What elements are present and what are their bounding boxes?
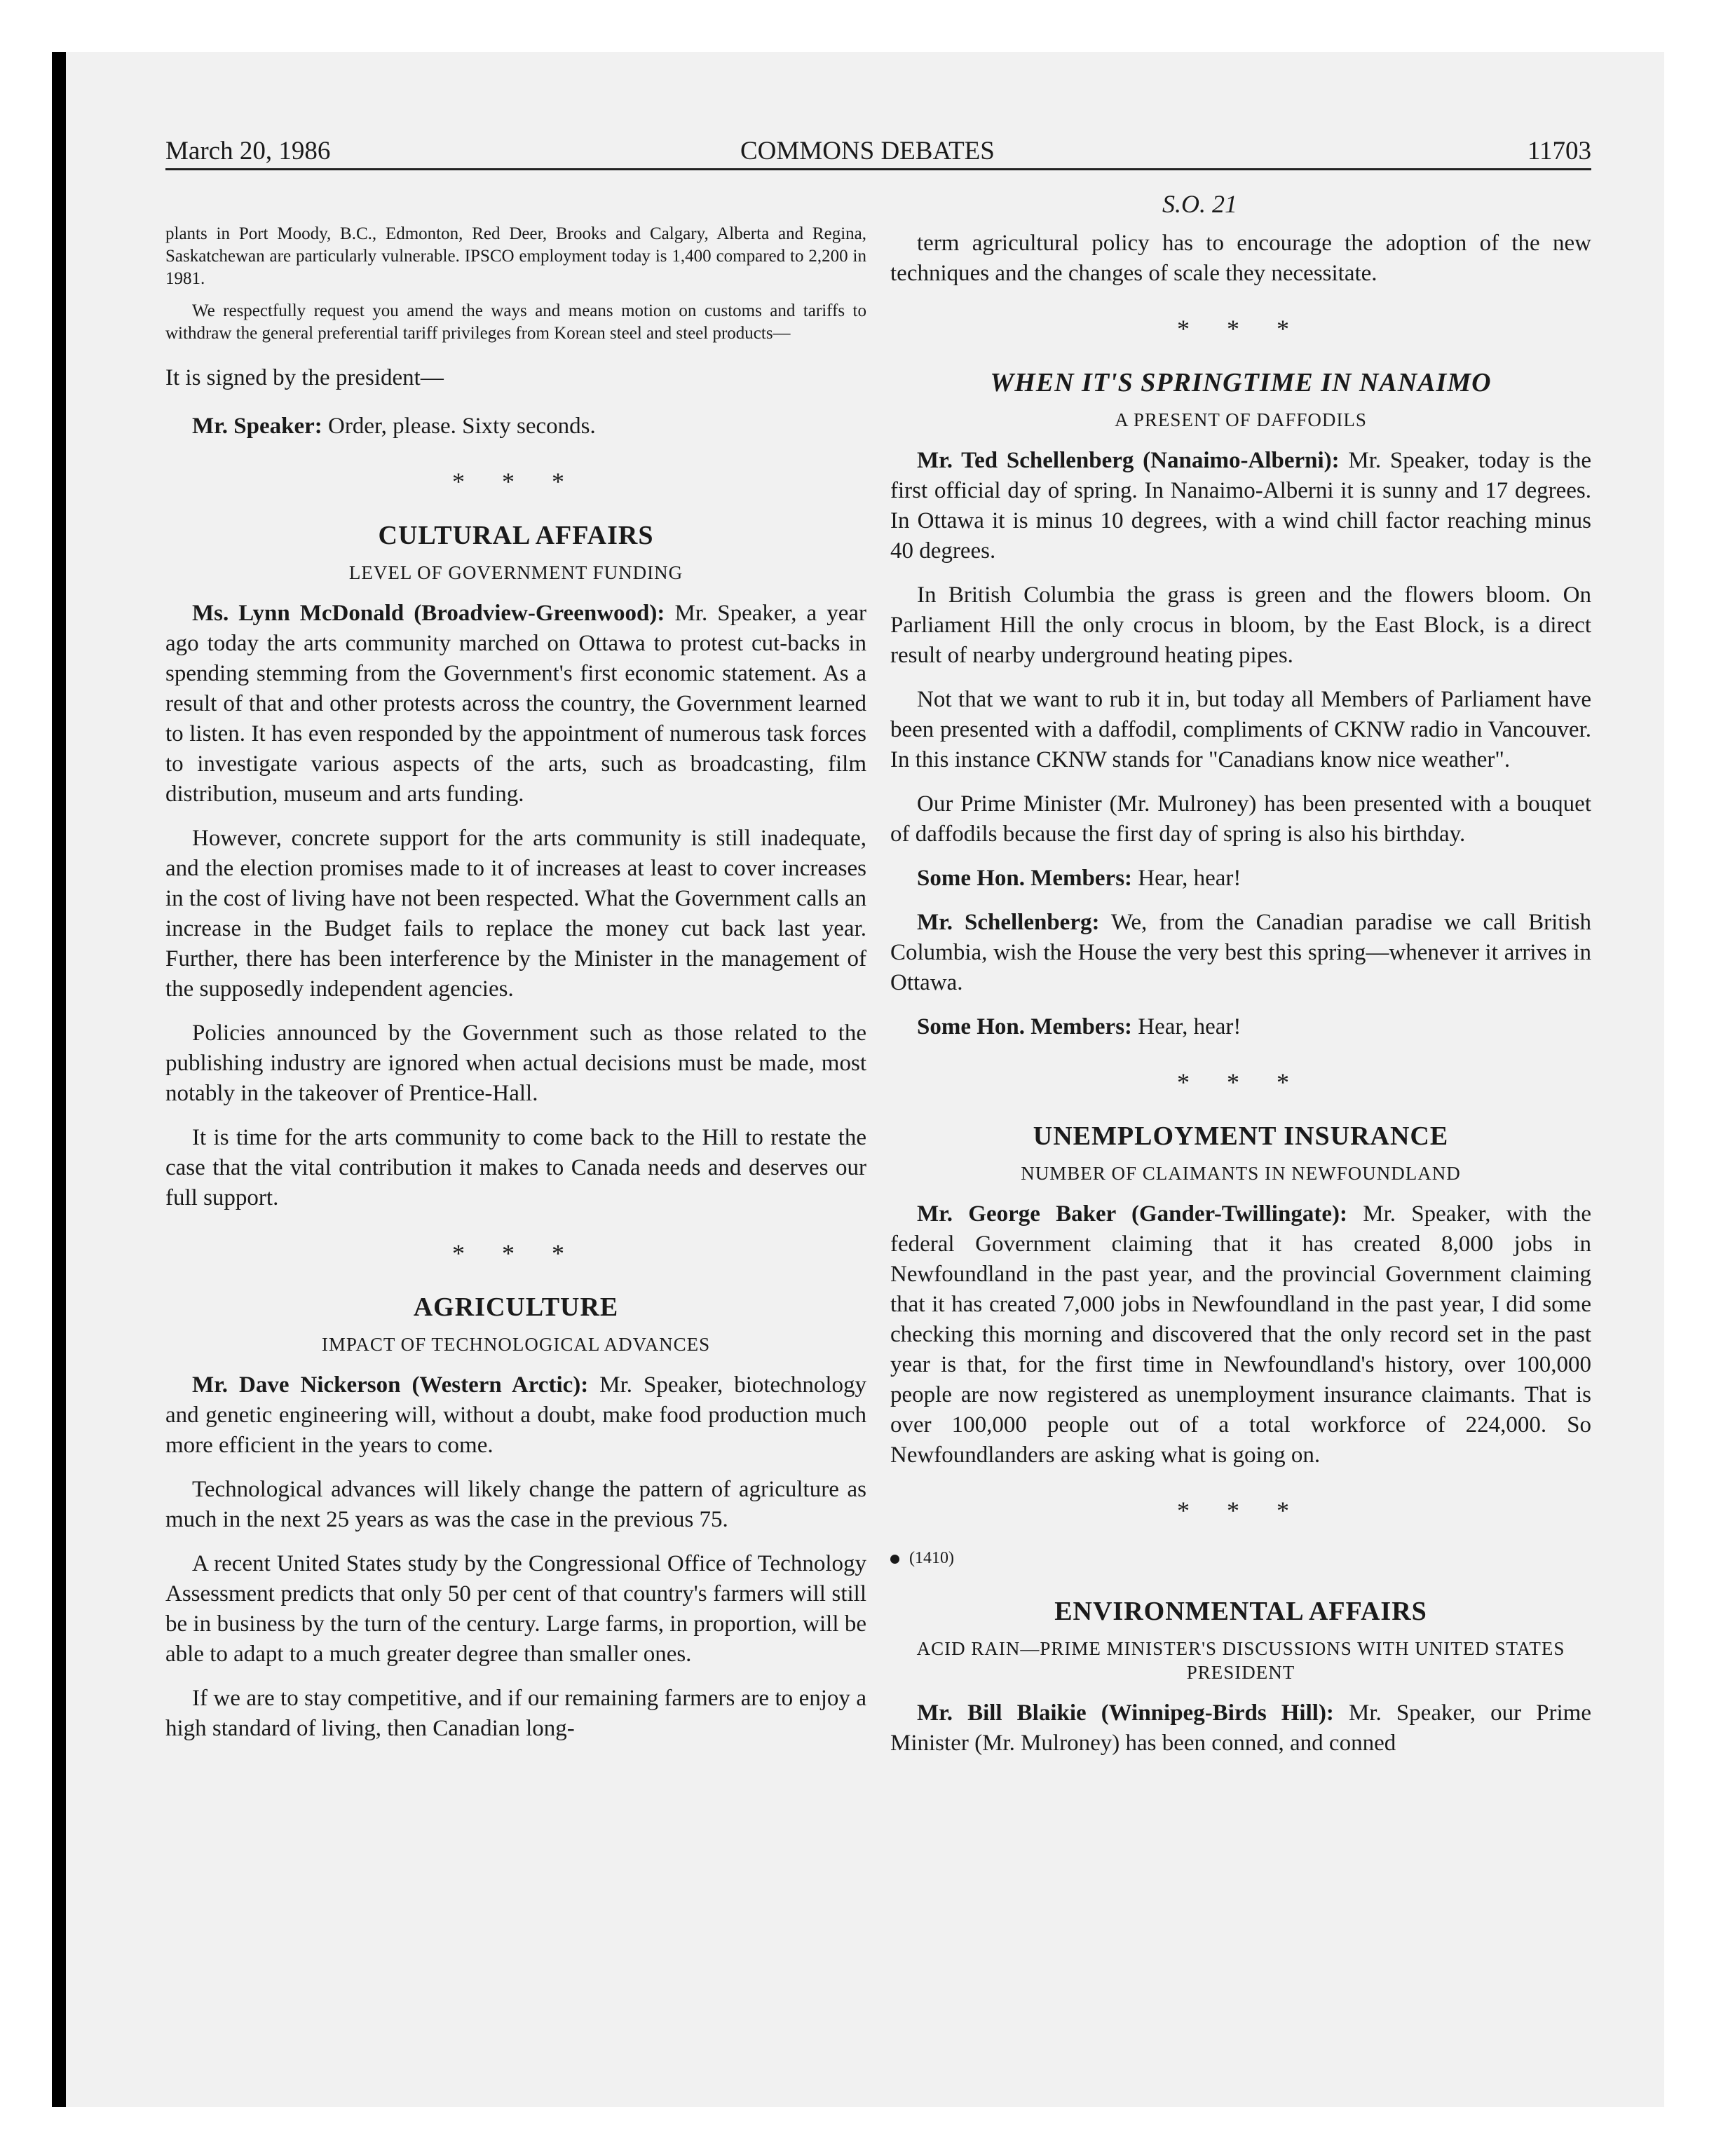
section-heading: UNEMPLOYMENT INSURANCE [1033, 1121, 1449, 1151]
speaker-name: Mr. Dave Nickerson (Western Arctic): [192, 1372, 589, 1398]
speaker-paragraph [890, 908, 1591, 998]
petition-paragraph: plants in Port Moody, B.C., Edmonton, Red Deer, Brooks and Calgary, Alberta and Regina, Saskatchewan are particularly vulnerable. IPSCO employment today is 1,400 compared to 2,200 in 1981. [165, 224, 866, 288]
section-heading: AGRICULTURE [413, 1292, 619, 1322]
section-subheading: ACID RAIN—PRIME MINISTER'S DISCUSSIONS WITH UNITED STATES PRESIDENT [916, 1638, 1565, 1683]
section-subheading: A PRESENT OF DAFFODILS [1115, 409, 1367, 430]
section-subheading: IMPACT OF TECHNOLOGICAL ADVANCES [321, 1334, 711, 1355]
speaker-text: Order, please. Sixty seconds. [328, 414, 596, 439]
speaker-paragraph [890, 1698, 1591, 1759]
section-separator: * * * [1177, 1496, 1305, 1524]
speaker-paragraph [890, 446, 1591, 566]
speaker-paragraph [890, 1199, 1591, 1471]
petition-paragraph: We respectfully request you amend the ways and means motion on customs and tariffs to withdraw the general preferential tariff privileges from Korean steel and steel products— [165, 301, 866, 343]
body-paragraph: term agricultural policy has to encourage the adoption of the new techniques and the changes of scale they necessitate. [890, 231, 1591, 286]
speech-text: Mr. Speaker, our Prime Minister (Mr. Mulroney) has been conned, and conned [890, 1700, 1591, 1756]
section-subheading: LEVEL OF GOVERNMENT FUNDING [348, 562, 683, 583]
header-date: March 20, 1986 [165, 137, 331, 165]
header-page-number: 11703 [1527, 137, 1591, 165]
speaker-paragraph [165, 1370, 866, 1461]
speaker-name: Ms. Lynn McDonald (Broadview-Greenwood): [192, 601, 665, 626]
right-column [890, 228, 1591, 1773]
section-heading: ENVIRONMENTAL AFFAIRS [1054, 1597, 1427, 1626]
speech-text: Mr. Speaker, a year ago today the arts community marched on Ottawa to protest cut-backs in spending stemming from the Government's first economic statement. As a result of that and other protests across the country, the Government learned to listen. It has even responded by the appointment of numerous task forces to investigate various aspects of the arts, such as broadcasting, film distribution, museum and arts funding. [165, 601, 867, 807]
running-header [165, 136, 1591, 171]
body-paragraph: In British Columbia the grass is green and the flowers bloom. On Parliament Hill the only crocus in bloom, by the East Block, is a direct result of nearby underground heating pipes. [890, 582, 1591, 668]
time-marker [890, 1549, 1591, 1568]
body-paragraph: It is time for the arts community to come back to the Hill to restate the case that the vital contribution it makes to Canada needs and deserves our full support. [165, 1125, 866, 1210]
speaker-paragraph [890, 1012, 1591, 1042]
speech-text: Mr. Speaker, today is the first official day of spring. In Nanaimo-Alberni it is sunny and 17 degrees. In Ottawa it is minus 10 degrees, with a wind chill factor reaching minus 40 degrees. [890, 448, 1591, 564]
speech-text: Mr. Speaker, with the federal Government claiming that it has created 8,000 jobs in Newfoundland in the past year, and the provincial Government claiming that it has created 7,000 jobs in Newfoundland in the past year, I did some checking this morning and discovered that the only record set in the past year is that, for the first time in Newfoundland's history, over 100,000 people are now registered as unemployment insurance claimants. That is over 100,000 people out of a total workforce of 224,000. So Newfoundlanders are asking what is going on. [890, 1201, 1591, 1468]
section-heading: WHEN IT'S SPRINGTIME IN NANAIMO [990, 368, 1492, 397]
bullet-icon [890, 1555, 899, 1564]
section-separator: * * * [452, 1239, 580, 1267]
speaker-paragraph [165, 411, 866, 442]
body-paragraph: Not that we want to rub it in, but today all Members of Parliament have been presented with a daffodil, compliments of CKNW radio in Vancouver. In this instance CKNW stands for "Canadians know nice weather". [890, 687, 1591, 772]
body-paragraph: It is signed by the president— [165, 365, 444, 390]
speaker-paragraph [165, 599, 866, 810]
speaker-name: Some Hon. Members: [917, 1014, 1133, 1039]
speaker-name: Mr. Bill Blaikie (Winnipeg-Birds Hill): [917, 1700, 1334, 1726]
body-paragraph: Technological advances will likely change the pattern of agriculture as much in the next 25 years as was the case in the previous 75. [165, 1477, 866, 1532]
time-marker-text: (1410) [909, 1549, 954, 1567]
speech-text: Mr. Speaker, biotechnology and genetic engineering will, without a doubt, make food production much more efficient in the years to come. [165, 1372, 866, 1458]
speech-text: Hear, hear! [1138, 866, 1241, 891]
speech-text: We, from the Canadian paradise we call British Columbia, wish the House the very best this spring—whenever it arrives in Ottawa. [890, 910, 1591, 995]
body-paragraph: Our Prime Minister (Mr. Mulroney) has been presented with a bouquet of daffodils because the first day of spring is also his birthday. [890, 791, 1591, 847]
body-paragraph: If we are to stay competitive, and if our remaining farmers are to enjoy a high standard of living, then Canadian long- [165, 1686, 866, 1741]
standing-order-label: S.O. 21 [1162, 190, 1237, 218]
speech-text: Hear, hear! [1138, 1014, 1241, 1039]
left-column [165, 223, 866, 1758]
speaker-name: Some Hon. Members: [917, 866, 1133, 891]
scan-edge [52, 52, 66, 2107]
body-paragraph: However, concrete support for the arts community is still inadequate, and the election promises made to it of increases at least to cover increases in the cost of living have not been respected. What the Government calls an increase in the Budget fails to replace the money cut back last year. Further, there has been interference by the Minister in the management of the supposedly independent agencies. [165, 826, 866, 1002]
body-paragraph: Policies announced by the Government such as those related to the publishing industry are ignored when actual decisions must be made, most notably in the takeover of Prentice-Hall. [165, 1021, 866, 1106]
speaker-name: Mr. George Baker (Gander-Twillingate): [917, 1201, 1347, 1227]
section-separator: * * * [452, 468, 580, 496]
section-separator: * * * [1177, 1068, 1305, 1096]
section-subheading: NUMBER OF CLAIMANTS IN NEWFOUNDLAND [1021, 1163, 1461, 1184]
section-heading: CULTURAL AFFAIRS [378, 521, 654, 550]
section-separator: * * * [1177, 315, 1305, 343]
body-paragraph: A recent United States study by the Congressional Office of Technology Assessment predicts that only 50 per cent of that country's farmers will still be in business by the turn of the century. Large farms, in proportion, will be able to adapt to a much greater degree than smaller ones. [165, 1551, 866, 1667]
header-publication: COMMONS DEBATES [740, 137, 995, 165]
speaker-name: Mr. Schellenberg: [917, 910, 1100, 935]
header-rule [165, 168, 1591, 170]
speaker-name: Mr. Speaker: [192, 414, 322, 439]
speaker-paragraph [890, 864, 1591, 894]
speaker-name: Mr. Ted Schellenberg (Nanaimo-Alberni): [917, 448, 1340, 473]
